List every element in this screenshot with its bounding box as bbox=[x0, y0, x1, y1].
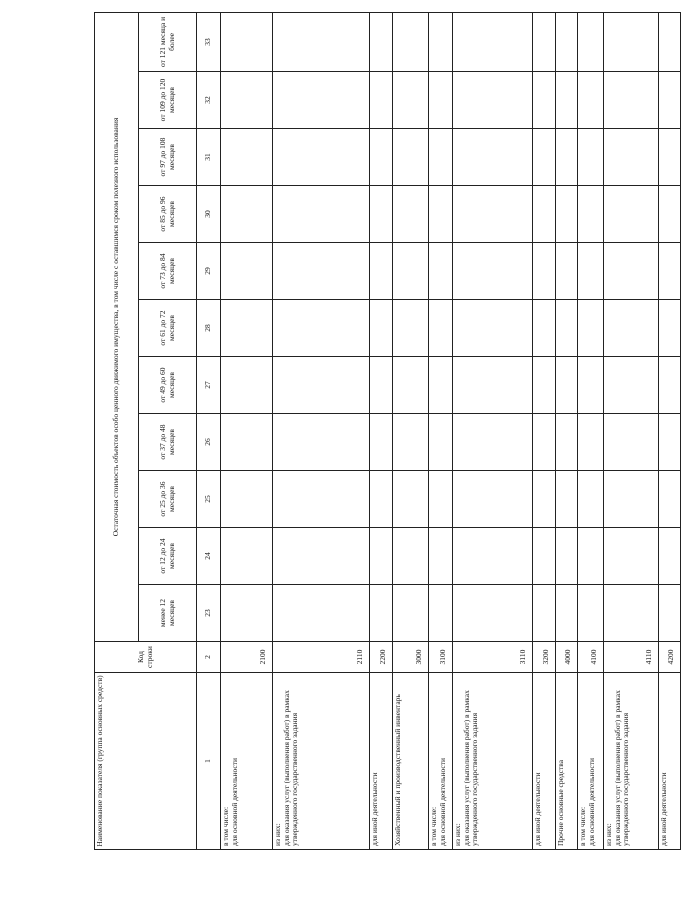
value-cell bbox=[273, 186, 370, 243]
row-label-text: для оказания услуг (выполнения работ) в рамках утвержденного государственного задания bbox=[461, 690, 480, 846]
value-cell bbox=[578, 300, 604, 357]
row-label-text: для оказания услуг (выполнения работ) в рамках утвержденного государственного задания bbox=[612, 690, 631, 846]
value-cell bbox=[659, 528, 681, 585]
value-cell bbox=[221, 414, 273, 471]
value-cell bbox=[221, 12, 273, 71]
value-cell bbox=[578, 129, 604, 186]
value-cell bbox=[659, 243, 681, 300]
value-cell bbox=[578, 72, 604, 129]
column-number-2: 24 bbox=[197, 528, 221, 585]
value-cell bbox=[221, 129, 273, 186]
value-cell bbox=[221, 357, 273, 414]
column-number-3: 25 bbox=[197, 471, 221, 528]
value-cell bbox=[429, 471, 453, 528]
value-cell bbox=[429, 129, 453, 186]
row-label-cell bbox=[221, 673, 273, 850]
value-cell bbox=[429, 528, 453, 585]
column-number-9: 31 bbox=[197, 129, 221, 186]
value-cell bbox=[370, 471, 393, 528]
value-cell bbox=[533, 129, 556, 186]
row-label-text: для оказания услуг (выполнения работ) в рамках утвержденного государственного задания bbox=[281, 690, 300, 846]
table-row bbox=[429, 12, 453, 849]
value-cell bbox=[659, 357, 681, 414]
value-cell bbox=[221, 471, 273, 528]
row-label-text: для иной деятельности bbox=[659, 772, 668, 846]
value-cell bbox=[453, 414, 533, 471]
table-row bbox=[556, 12, 578, 849]
number-cell-name: 1 bbox=[197, 673, 221, 850]
row-label-text: Прочие основные средства bbox=[556, 759, 565, 846]
value-cell bbox=[370, 585, 393, 642]
value-cell bbox=[429, 12, 453, 71]
value-cell bbox=[604, 585, 659, 642]
value-cell bbox=[273, 414, 370, 471]
value-cell bbox=[370, 528, 393, 585]
row-label-prefix: из них: bbox=[604, 823, 613, 846]
column-number-1: 23 bbox=[197, 585, 221, 642]
value-cell bbox=[556, 129, 578, 186]
value-cell bbox=[221, 528, 273, 585]
table-row bbox=[578, 12, 604, 849]
period-header-10: от 109 до 120 месяцев bbox=[139, 72, 197, 129]
value-cell bbox=[429, 357, 453, 414]
value-cell bbox=[604, 471, 659, 528]
row-label-cell bbox=[370, 673, 393, 850]
column-number-8: 30 bbox=[197, 186, 221, 243]
value-cell bbox=[370, 243, 393, 300]
value-cell bbox=[393, 414, 429, 471]
value-cell bbox=[533, 357, 556, 414]
row-label-cell bbox=[393, 673, 429, 850]
value-cell bbox=[659, 12, 681, 71]
value-cell bbox=[604, 357, 659, 414]
value-cell bbox=[453, 129, 533, 186]
column-number-5: 27 bbox=[197, 357, 221, 414]
value-cell bbox=[604, 12, 659, 71]
value-cell bbox=[221, 585, 273, 642]
row-label-cell bbox=[533, 673, 556, 850]
value-cell bbox=[393, 243, 429, 300]
period-header-4: от 37 до 48 месяцев bbox=[139, 414, 197, 471]
value-cell bbox=[273, 300, 370, 357]
table-row bbox=[273, 12, 370, 849]
value-cell bbox=[370, 357, 393, 414]
value-cell bbox=[533, 414, 556, 471]
value-cell bbox=[659, 414, 681, 471]
value-cell bbox=[393, 357, 429, 414]
row-label-prefix: в том числе: bbox=[429, 806, 438, 846]
row-label-text: для основной деятельности bbox=[586, 757, 596, 846]
row-label-prefix: из них: bbox=[273, 823, 282, 846]
value-cell bbox=[556, 471, 578, 528]
value-cell bbox=[393, 471, 429, 528]
value-cell bbox=[453, 12, 533, 71]
row-label-cell bbox=[578, 673, 604, 850]
value-cell bbox=[659, 585, 681, 642]
value-cell bbox=[659, 300, 681, 357]
value-cell bbox=[393, 585, 429, 642]
value-cell bbox=[578, 528, 604, 585]
table-row bbox=[533, 12, 556, 849]
value-cell bbox=[273, 12, 370, 71]
row-code-cell: 2200 bbox=[370, 642, 393, 673]
number-cell-code: 2 bbox=[197, 642, 221, 673]
value-cell bbox=[273, 129, 370, 186]
row-label-text: Хозяйственный и производственный инвентарь bbox=[393, 694, 402, 846]
row-code-cell: 4110 bbox=[604, 642, 659, 673]
row-label-cell bbox=[659, 673, 681, 850]
period-header-7: от 73 до 84 месяцев bbox=[139, 243, 197, 300]
value-cell bbox=[370, 414, 393, 471]
row-label-prefix: в том числе: bbox=[221, 806, 230, 846]
value-cell bbox=[578, 186, 604, 243]
period-header-9: от 97 до 108 месяцев bbox=[139, 129, 197, 186]
value-cell bbox=[273, 528, 370, 585]
column-number-10: 32 bbox=[197, 72, 221, 129]
row-label-prefix: из них: bbox=[453, 823, 462, 846]
value-cell bbox=[578, 414, 604, 471]
value-cell bbox=[429, 72, 453, 129]
value-cell bbox=[604, 528, 659, 585]
row-code-cell: 2110 bbox=[273, 642, 370, 673]
value-cell bbox=[604, 414, 659, 471]
row-label-prefix: в том числе: bbox=[578, 806, 587, 846]
value-cell bbox=[556, 300, 578, 357]
value-cell bbox=[533, 243, 556, 300]
table-row bbox=[604, 12, 659, 849]
value-cell bbox=[533, 12, 556, 71]
row-code-cell: 4000 bbox=[556, 642, 578, 673]
row-label-cell bbox=[453, 673, 533, 850]
value-cell bbox=[221, 300, 273, 357]
table-row bbox=[659, 12, 681, 849]
value-cell bbox=[453, 72, 533, 129]
row-code-cell: 3100 bbox=[429, 642, 453, 673]
value-cell bbox=[429, 585, 453, 642]
column-number-11: 33 bbox=[197, 12, 221, 71]
value-cell bbox=[370, 186, 393, 243]
value-cell bbox=[273, 72, 370, 129]
value-cell bbox=[393, 186, 429, 243]
value-cell bbox=[221, 72, 273, 129]
value-cell bbox=[393, 300, 429, 357]
value-cell bbox=[453, 186, 533, 243]
value-cell bbox=[453, 528, 533, 585]
period-header-1: менее 12 месяцев bbox=[139, 585, 197, 642]
value-cell bbox=[556, 243, 578, 300]
value-cell bbox=[533, 72, 556, 129]
row-label-text: для иной деятельности bbox=[533, 772, 542, 846]
period-header-11: от 121 месяца и более bbox=[139, 12, 197, 71]
value-cell bbox=[370, 72, 393, 129]
row-label-cell bbox=[429, 673, 453, 850]
value-cell bbox=[578, 357, 604, 414]
value-cell bbox=[370, 12, 393, 71]
value-cell bbox=[429, 414, 453, 471]
header-code-cell: Код строки bbox=[95, 642, 197, 673]
row-label-cell bbox=[273, 673, 370, 850]
column-number-7: 29 bbox=[197, 243, 221, 300]
value-cell bbox=[370, 300, 393, 357]
value-cell bbox=[556, 12, 578, 71]
period-header-8: от 85 до 96 месяцев bbox=[139, 186, 197, 243]
value-cell bbox=[453, 300, 533, 357]
row-code-cell: 4200 bbox=[659, 642, 681, 673]
table-row bbox=[393, 12, 429, 849]
value-cell bbox=[578, 471, 604, 528]
period-header-3: от 25 до 36 месяцев bbox=[139, 471, 197, 528]
header-group-title: Остаточная стоимость объектов особо ценного движимого имущества, в том числе с оставшимся сроком полезного использования bbox=[95, 12, 139, 641]
column-number-4: 26 bbox=[197, 414, 221, 471]
value-cell bbox=[221, 243, 273, 300]
value-cell bbox=[429, 243, 453, 300]
value-cell bbox=[556, 585, 578, 642]
value-cell bbox=[578, 12, 604, 71]
header-row-1 bbox=[95, 12, 139, 849]
row-code-cell: 3000 bbox=[393, 642, 429, 673]
period-header-2: от 12 до 24 месяцев bbox=[139, 528, 197, 585]
table-row bbox=[370, 12, 393, 849]
row-label-cell bbox=[556, 673, 578, 850]
value-cell bbox=[659, 129, 681, 186]
table-row bbox=[221, 12, 273, 849]
value-cell bbox=[273, 585, 370, 642]
value-cell bbox=[429, 186, 453, 243]
value-cell bbox=[659, 471, 681, 528]
value-cell bbox=[453, 471, 533, 528]
row-code-cell: 3110 bbox=[453, 642, 533, 673]
table-row bbox=[453, 12, 533, 849]
value-cell bbox=[604, 300, 659, 357]
value-cell bbox=[453, 357, 533, 414]
period-header-6: от 61 до 72 месяцев bbox=[139, 300, 197, 357]
value-cell bbox=[393, 528, 429, 585]
value-cell bbox=[370, 129, 393, 186]
rotated-table-wrapper bbox=[94, 12, 676, 850]
value-cell bbox=[429, 300, 453, 357]
value-cell bbox=[273, 243, 370, 300]
value-cell bbox=[604, 243, 659, 300]
value-cell bbox=[533, 186, 556, 243]
value-cell bbox=[533, 528, 556, 585]
header-name-cell: Наименование показателя (группа основных средств) bbox=[95, 673, 197, 850]
fixed-assets-table bbox=[94, 12, 681, 850]
row-code-cell: 2100 bbox=[221, 642, 273, 673]
value-cell bbox=[533, 585, 556, 642]
row-code-cell: 4100 bbox=[578, 642, 604, 673]
value-cell bbox=[604, 129, 659, 186]
value-cell bbox=[273, 357, 370, 414]
value-cell bbox=[604, 72, 659, 129]
value-cell bbox=[533, 300, 556, 357]
value-cell bbox=[556, 528, 578, 585]
value-cell bbox=[556, 186, 578, 243]
value-cell bbox=[393, 129, 429, 186]
value-cell bbox=[578, 585, 604, 642]
row-label-text: для основной деятельности bbox=[437, 757, 447, 846]
value-cell bbox=[556, 414, 578, 471]
value-cell bbox=[273, 471, 370, 528]
value-cell bbox=[578, 243, 604, 300]
row-label-cell bbox=[604, 673, 659, 850]
value-cell bbox=[453, 585, 533, 642]
value-cell bbox=[604, 186, 659, 243]
value-cell bbox=[221, 186, 273, 243]
value-cell bbox=[659, 186, 681, 243]
value-cell bbox=[556, 357, 578, 414]
value-cell bbox=[393, 72, 429, 129]
row-label-text: для иной деятельности bbox=[370, 772, 379, 846]
header-numbering-row bbox=[197, 12, 221, 849]
row-label-text: для основной деятельности bbox=[229, 757, 239, 846]
period-header-5: от 49 до 60 месяцев bbox=[139, 357, 197, 414]
value-cell bbox=[533, 471, 556, 528]
column-number-6: 28 bbox=[197, 300, 221, 357]
value-cell bbox=[453, 243, 533, 300]
value-cell bbox=[556, 72, 578, 129]
value-cell bbox=[393, 12, 429, 71]
row-code-cell: 3200 bbox=[533, 642, 556, 673]
value-cell bbox=[659, 72, 681, 129]
